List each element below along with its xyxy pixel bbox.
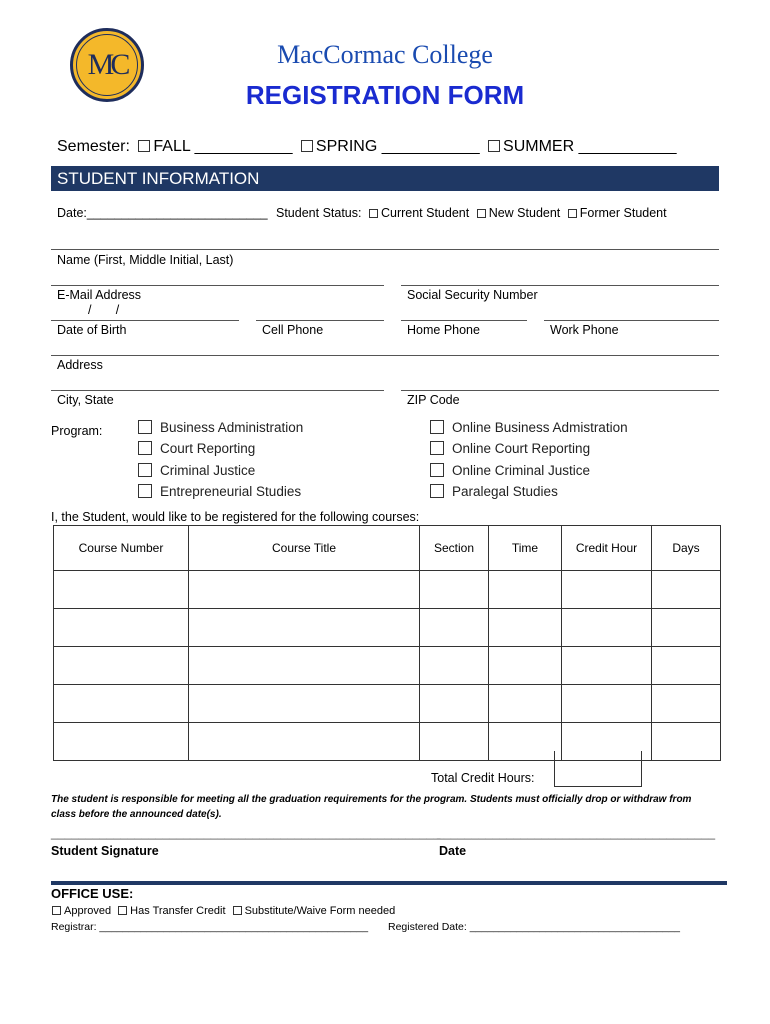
table-cell[interactable] bbox=[420, 609, 489, 647]
table-cell[interactable] bbox=[489, 685, 562, 723]
student-status-row bbox=[276, 206, 667, 220]
zip-label: ZIP Code bbox=[407, 393, 460, 407]
column-header: Credit Hour bbox=[562, 526, 652, 571]
program-option[interactable]: Criminal Justice bbox=[138, 463, 255, 478]
home-line[interactable] bbox=[401, 320, 527, 321]
checkbox-icon[interactable] bbox=[138, 441, 152, 455]
program-option[interactable]: Entrepreneurial Studies bbox=[138, 484, 301, 499]
student-info-title: STUDENT INFORMATION bbox=[57, 169, 260, 188]
summer-option: SUMMER ___________ bbox=[503, 138, 677, 155]
cell-label: Cell Phone bbox=[262, 323, 324, 337]
date-line[interactable]: ________________________________________ bbox=[437, 826, 716, 840]
courses-intro: I, the Student, would like to be registered for the following courses: bbox=[51, 510, 420, 524]
table-cell[interactable] bbox=[54, 685, 189, 723]
spring-option: SPRING ___________ bbox=[315, 138, 480, 155]
work-line[interactable] bbox=[544, 320, 719, 321]
current-student-option: Current Student bbox=[380, 206, 470, 220]
table-cell[interactable] bbox=[54, 609, 189, 647]
student-signature-label: Student Signature bbox=[51, 844, 159, 858]
total-credit-label: Total Credit Hours: bbox=[431, 771, 535, 785]
checkbox-icon[interactable] bbox=[138, 484, 152, 498]
registered-date-field[interactable]: Registered Date: ____________________________________ bbox=[388, 921, 680, 933]
total-credit-box[interactable] bbox=[554, 751, 642, 787]
program-option[interactable]: Online Court Reporting bbox=[430, 441, 590, 456]
transfer-credit-option: Has Transfer Credit bbox=[130, 905, 226, 917]
table-cell[interactable] bbox=[420, 647, 489, 685]
table-row bbox=[54, 647, 721, 685]
college-logo bbox=[70, 28, 144, 102]
office-options-row bbox=[48, 905, 395, 917]
office-use-label: OFFICE USE: bbox=[51, 886, 134, 901]
column-header: Days bbox=[652, 526, 721, 571]
semester-row bbox=[57, 138, 676, 156]
column-header: Time bbox=[489, 526, 562, 571]
courses-table bbox=[53, 525, 721, 761]
table-cell[interactable] bbox=[652, 723, 721, 761]
table-cell[interactable] bbox=[652, 609, 721, 647]
table-cell[interactable] bbox=[652, 685, 721, 723]
table-cell[interactable] bbox=[54, 723, 189, 761]
table-cell[interactable] bbox=[420, 685, 489, 723]
spring-checkbox[interactable] bbox=[301, 140, 313, 152]
table-cell[interactable] bbox=[489, 571, 562, 609]
registrar-field[interactable]: Registrar: ______________________________________________ bbox=[51, 921, 369, 933]
table-cell[interactable] bbox=[189, 609, 420, 647]
college-name: MacCormac College bbox=[277, 40, 493, 69]
table-cell[interactable] bbox=[489, 723, 562, 761]
form-title: REGISTRATION FORM bbox=[245, 80, 525, 110]
checkbox-icon[interactable] bbox=[430, 463, 444, 477]
column-header: Course Title bbox=[189, 526, 420, 571]
checkbox-icon[interactable] bbox=[138, 420, 152, 434]
program-label: Program: bbox=[51, 424, 103, 438]
name-line[interactable] bbox=[51, 249, 719, 250]
work-label: Work Phone bbox=[550, 323, 619, 337]
dob-label: Date of Birth bbox=[57, 323, 127, 337]
signature-line[interactable]: ________________________________________________________ bbox=[51, 826, 441, 840]
program-option[interactable]: Online Criminal Justice bbox=[430, 463, 590, 478]
checkbox-icon[interactable] bbox=[430, 441, 444, 455]
table-cell[interactable] bbox=[489, 609, 562, 647]
table-cell[interactable] bbox=[489, 647, 562, 685]
table-row bbox=[54, 571, 721, 609]
checkbox-icon[interactable] bbox=[138, 463, 152, 477]
former-student-checkbox[interactable] bbox=[568, 209, 577, 218]
column-header: Course Number bbox=[54, 526, 189, 571]
address-line[interactable] bbox=[51, 355, 719, 356]
table-row bbox=[54, 609, 721, 647]
student-status-label: Student Status: bbox=[276, 206, 362, 220]
signature-date-label: Date bbox=[439, 844, 467, 858]
column-header: Section bbox=[420, 526, 489, 571]
new-student-option: New Student bbox=[488, 206, 561, 220]
program-option[interactable]: Online Business Admistration bbox=[430, 420, 628, 435]
table-cell[interactable] bbox=[420, 723, 489, 761]
table-cell[interactable] bbox=[562, 609, 652, 647]
program-option[interactable]: Paralegal Studies bbox=[430, 484, 558, 499]
student-info-header bbox=[51, 166, 719, 191]
zip-line[interactable] bbox=[401, 390, 719, 391]
table-header-row bbox=[54, 526, 721, 571]
table-cell[interactable] bbox=[189, 685, 420, 723]
table-cell[interactable] bbox=[189, 571, 420, 609]
current-student-checkbox[interactable] bbox=[369, 209, 378, 218]
substitute-waive-option: Substitute/Waive Form needed bbox=[244, 905, 396, 917]
semester-label: Semester: bbox=[57, 138, 130, 155]
table-cell[interactable] bbox=[562, 647, 652, 685]
address-label: Address bbox=[57, 358, 103, 372]
email-line[interactable] bbox=[51, 285, 384, 286]
city-line[interactable] bbox=[51, 390, 384, 391]
dob-line[interactable] bbox=[51, 320, 239, 321]
former-student-option: Former Student bbox=[579, 206, 667, 220]
name-label: Name (First, Middle Initial, Last) bbox=[57, 253, 234, 267]
new-student-checkbox[interactable] bbox=[477, 209, 486, 218]
transfer-credit-checkbox[interactable] bbox=[118, 906, 127, 915]
office-divider bbox=[51, 881, 727, 885]
city-label: City, State bbox=[57, 393, 114, 407]
fall-option: FALL ___________ bbox=[153, 138, 293, 155]
approved-option: Approved bbox=[64, 905, 112, 917]
dob-slashes: / / bbox=[88, 303, 120, 317]
table-cell[interactable] bbox=[562, 571, 652, 609]
email-label: E-Mail Address bbox=[57, 288, 142, 302]
table-cell[interactable] bbox=[562, 685, 652, 723]
table-cell[interactable] bbox=[189, 723, 420, 761]
fall-checkbox[interactable] bbox=[138, 140, 150, 152]
program-option[interactable]: Court Reporting bbox=[138, 441, 255, 456]
approved-checkbox[interactable] bbox=[52, 906, 61, 915]
ssn-label: Social Security Number bbox=[407, 288, 538, 302]
table-cell[interactable] bbox=[652, 647, 721, 685]
program-option[interactable]: Business Administration bbox=[138, 420, 303, 435]
table-cell[interactable] bbox=[54, 647, 189, 685]
checkbox-icon[interactable] bbox=[430, 484, 444, 498]
table-cell[interactable] bbox=[420, 571, 489, 609]
checkbox-icon[interactable] bbox=[430, 420, 444, 434]
home-label: Home Phone bbox=[407, 323, 480, 337]
responsibility-notice: The student is responsible for meeting all the graduation requirements for the program. Students must officially drop or withdraw from class before the announced date(s). bbox=[51, 794, 692, 820]
table-row bbox=[54, 685, 721, 723]
date-field[interactable]: Date:__________________________ bbox=[57, 206, 268, 220]
logo-monogram: MC bbox=[76, 34, 138, 96]
table-cell[interactable] bbox=[189, 647, 420, 685]
cell-line[interactable] bbox=[256, 320, 384, 321]
table-cell[interactable] bbox=[54, 571, 189, 609]
ssn-line[interactable] bbox=[401, 285, 719, 286]
summer-checkbox[interactable] bbox=[488, 140, 500, 152]
substitute-waive-checkbox[interactable] bbox=[233, 906, 242, 915]
table-cell[interactable] bbox=[652, 571, 721, 609]
